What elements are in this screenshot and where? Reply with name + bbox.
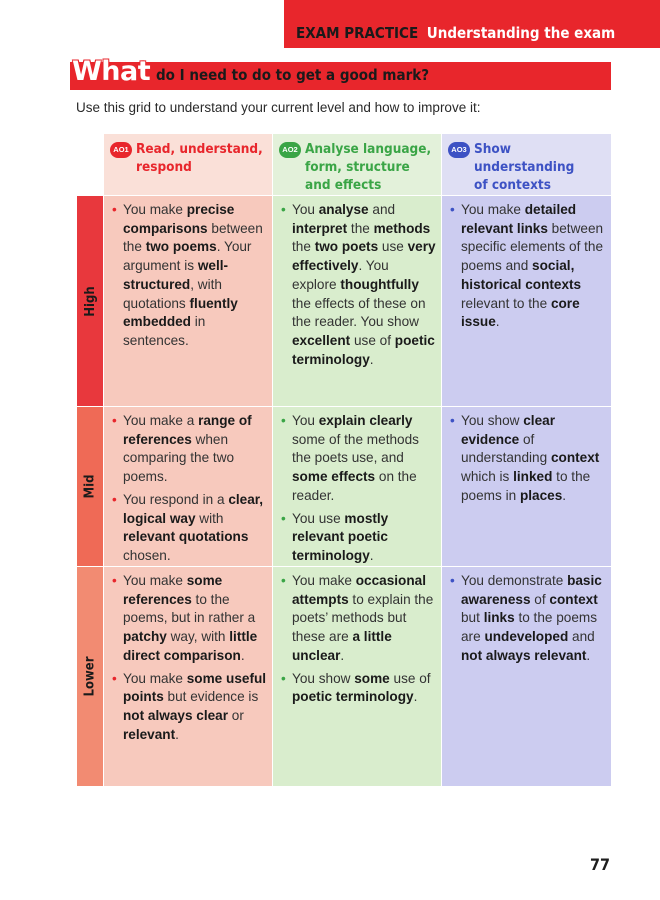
- column-title-line: Read, understand,: [136, 141, 263, 157]
- column-title-line: respond: [136, 159, 192, 175]
- ao2-badge: AO2: [279, 142, 301, 158]
- column-header-ao2: [273, 134, 441, 195]
- section-banner: [284, 0, 660, 48]
- ao1-badge: AO1: [110, 142, 132, 158]
- column-title: [305, 140, 435, 194]
- bullet-icon: •: [112, 202, 117, 217]
- column-header-ao1: [104, 134, 272, 195]
- column-title-line: form, structure: [305, 159, 410, 175]
- bullet-icon: •: [281, 670, 286, 686]
- column-title-line: Analyse language,: [305, 141, 432, 157]
- heading-question: do I need to do to get a good mark?: [156, 66, 430, 84]
- banner-kicker: EXAM PRACTICE: [296, 24, 419, 42]
- bullet-icon: •: [112, 573, 117, 588]
- row-label-lower: Lower: [77, 567, 103, 786]
- ao3-badge: AO3: [448, 142, 470, 158]
- bullet-icon: •: [112, 491, 117, 507]
- banner-title: Understanding the exam: [426, 24, 616, 42]
- bullet-icon: •: [112, 413, 117, 428]
- column-title-line: Show understanding: [474, 141, 575, 175]
- bullet-point: • You use mostly relevant poetic terminology.: [281, 510, 389, 563]
- bullet-point: • You make detailed relevant links between specific elements of the poems and social, historical contexts relevant to the core issue.: [450, 202, 604, 330]
- bullet-point: • You show some use of poetic terminology.: [281, 670, 431, 705]
- row-label-mid: Mid: [77, 407, 103, 566]
- column-title: [474, 140, 605, 194]
- bullet-icon: •: [281, 573, 286, 588]
- bullet-icon: •: [450, 573, 455, 588]
- bullet-point: • You explain clearly some of the methods the poets use, and some effects on the reader.: [281, 413, 419, 503]
- cell-lower-ao1: [104, 567, 272, 786]
- bullet-point: • You make a range of references when comparing the two poems.: [112, 413, 252, 485]
- bullet-icon: •: [281, 510, 286, 526]
- cell-mid-ao2: [273, 407, 441, 566]
- cell-lower-ao3: [442, 567, 611, 786]
- bullet-icon: •: [450, 413, 455, 428]
- column-title-line: and effects: [305, 177, 382, 193]
- row-label-high: High: [77, 196, 103, 406]
- bullet-icon: •: [112, 670, 117, 686]
- intro-text: Use this grid to understand your current level and how to improve it:: [76, 100, 481, 115]
- page-heading: [70, 56, 611, 90]
- bullet-point: • You respond in a clear, logical way with relevant quotations chosen.: [112, 491, 264, 563]
- cell-mid-ao3: [442, 407, 611, 566]
- assessment-grid: [77, 134, 611, 786]
- bullet-point: • You demonstrate basic awareness of context but links to the poems are undeveloped and not always relevant.: [450, 573, 602, 663]
- bullet-point: • You make precise comparisons between the two poems. Your argument is well-structured, with quotations fluently embedded in sentences.: [112, 202, 263, 348]
- bullet-icon: •: [281, 202, 286, 217]
- bullet-point: • You analyse and interpret the methods the two poets use very effectively. You explore thoughtfully the effects of these on the reader. You show excellent use of poetic terminology.: [281, 202, 436, 367]
- cell-high-ao3: [442, 196, 611, 406]
- bullet-icon: •: [450, 202, 455, 217]
- bullet-point: • You make occasional attempts to explain the poets’ methods but these are a little unclear.: [281, 573, 434, 663]
- cell-lower-ao2: [273, 567, 441, 786]
- bullet-point: • You make some references to the poems, but in rather a patchy way, with little direct comparison.: [112, 573, 258, 663]
- column-title: [136, 140, 266, 176]
- bullet-icon: •: [281, 413, 286, 428]
- bullet-point: • You make some useful points but evidence is not always clear or relevant.: [112, 670, 267, 742]
- column-title-line: of contexts: [474, 177, 551, 193]
- column-header-ao3: [442, 134, 611, 195]
- bullet-point: • You show clear evidence of understanding context which is linked to the poems in places.: [450, 413, 600, 503]
- cell-mid-ao1: [104, 407, 272, 566]
- page-number: 77: [590, 855, 611, 874]
- heading-what: What: [72, 56, 151, 87]
- cell-high-ao2: [273, 196, 441, 406]
- cell-high-ao1: [104, 196, 272, 406]
